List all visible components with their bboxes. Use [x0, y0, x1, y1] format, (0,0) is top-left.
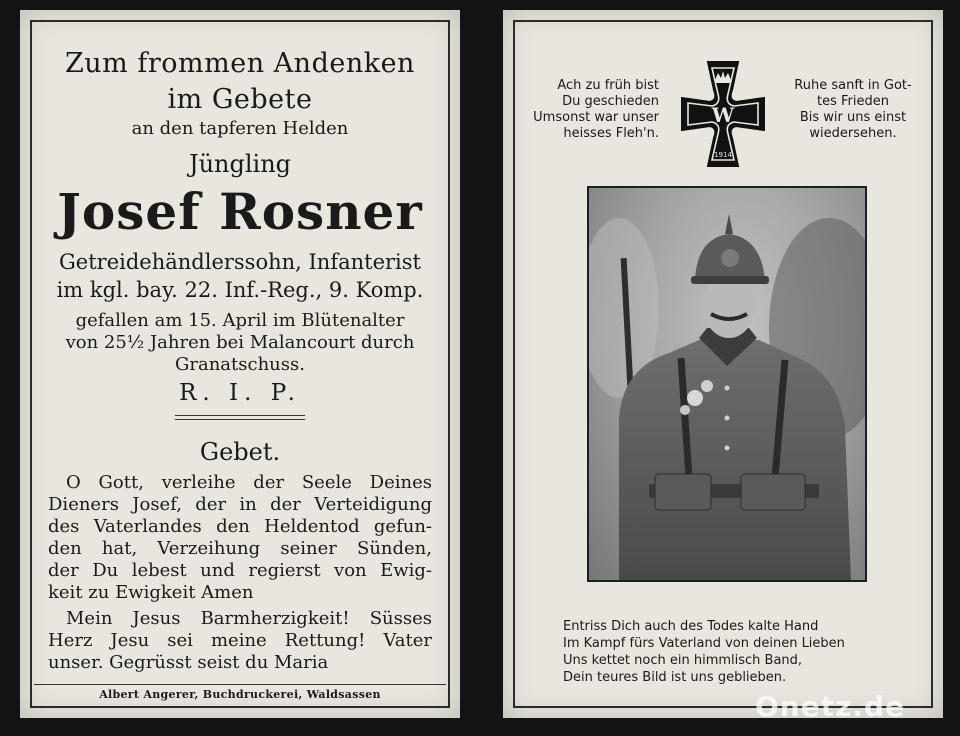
deceased-name: Josef Rosner: [57, 182, 423, 241]
prayer-line: O Gott, verleihe der Seele Deines: [66, 472, 432, 493]
verse-line: Umsonst war unser: [533, 110, 659, 125]
invocation-line: Mein Jesus Barmherzigkeit! Süsses: [66, 608, 432, 629]
iron-cross-icon: [668, 60, 778, 168]
prayer-title: Gebet.: [199, 438, 281, 466]
dedication: an den tapferen Helden: [131, 118, 349, 139]
verse-line: tes Frieden: [817, 94, 889, 109]
prayer-line: der Du lebest und regierst von Ewig-: [48, 560, 432, 581]
epitaph-line: Uns kettet noch ein himmlisch Band,: [563, 653, 803, 668]
divider-rule: [175, 415, 305, 420]
watermark: Onetz.de: [755, 690, 906, 723]
verse-left: [517, 78, 659, 142]
verse-line: Ruhe sanft in Got-: [794, 78, 912, 93]
soldier-figure: [589, 188, 865, 580]
prayer-line: keit zu Ewigkeit Amen: [48, 582, 254, 603]
soldier-portrait-photo: [587, 186, 867, 582]
rip-text: R. I. P.: [179, 380, 301, 406]
cross-year: 1914: [714, 151, 732, 159]
verse-line: heisses Fleh'n.: [563, 126, 659, 141]
youth-label: Jüngling: [188, 150, 292, 178]
prayer-line: Dieners Josef, der in der Verteidigung: [48, 494, 432, 515]
epitaph: [563, 618, 923, 686]
occupation: Getreidehändlerssohn, Infanterist: [59, 250, 421, 274]
heading-line1: Zum frommen Andenken: [65, 48, 415, 79]
prayer-text: [48, 472, 432, 604]
heading-line2: im Gebete: [167, 84, 313, 115]
invocation-line: unser. Gegrüsst seist du Maria: [48, 652, 329, 673]
invocation-line: Herz Jesu sei meine Rettung! Vater: [48, 630, 432, 651]
verse-line: Bis wir uns einst: [799, 110, 907, 125]
verse-right: [783, 78, 923, 142]
epitaph-line: Dein teures Bild ist uns geblieben.: [563, 670, 787, 685]
cross-letter: W: [711, 103, 735, 127]
military-unit: im kgl. bay. 22. Inf.-Reg., 9. Komp.: [56, 278, 424, 302]
printer-rule: [34, 684, 446, 685]
death-details-line1: gefallen am 15. April im Blütenalter: [75, 310, 405, 331]
death-details-line3: Granatschuss.: [175, 354, 305, 375]
verse-line: Du geschieden: [562, 94, 659, 109]
epitaph-line: Entriss Dich auch des Todes kalte Hand: [563, 619, 819, 634]
printer-imprint: Albert Angerer, Buchdruckerei, Waldsassen: [99, 688, 381, 701]
prayer-line: den hat, Verzeihung seiner Sünden,: [48, 538, 432, 559]
invocation-text: [48, 608, 432, 674]
prayer-line: des Vaterlandes den Heldentod gefun-: [48, 516, 432, 537]
verse-line: wiedersehen.: [809, 126, 897, 141]
epitaph-line: Im Kampf fürs Vaterland von deinen Lieben: [563, 636, 845, 651]
verse-line: Ach zu früh bist: [557, 78, 659, 93]
memorial-text-card: [20, 10, 460, 718]
death-details-line2: von 25½ Jahren bei Malancourt durch: [65, 332, 415, 353]
memorial-photo-card: [503, 10, 943, 718]
